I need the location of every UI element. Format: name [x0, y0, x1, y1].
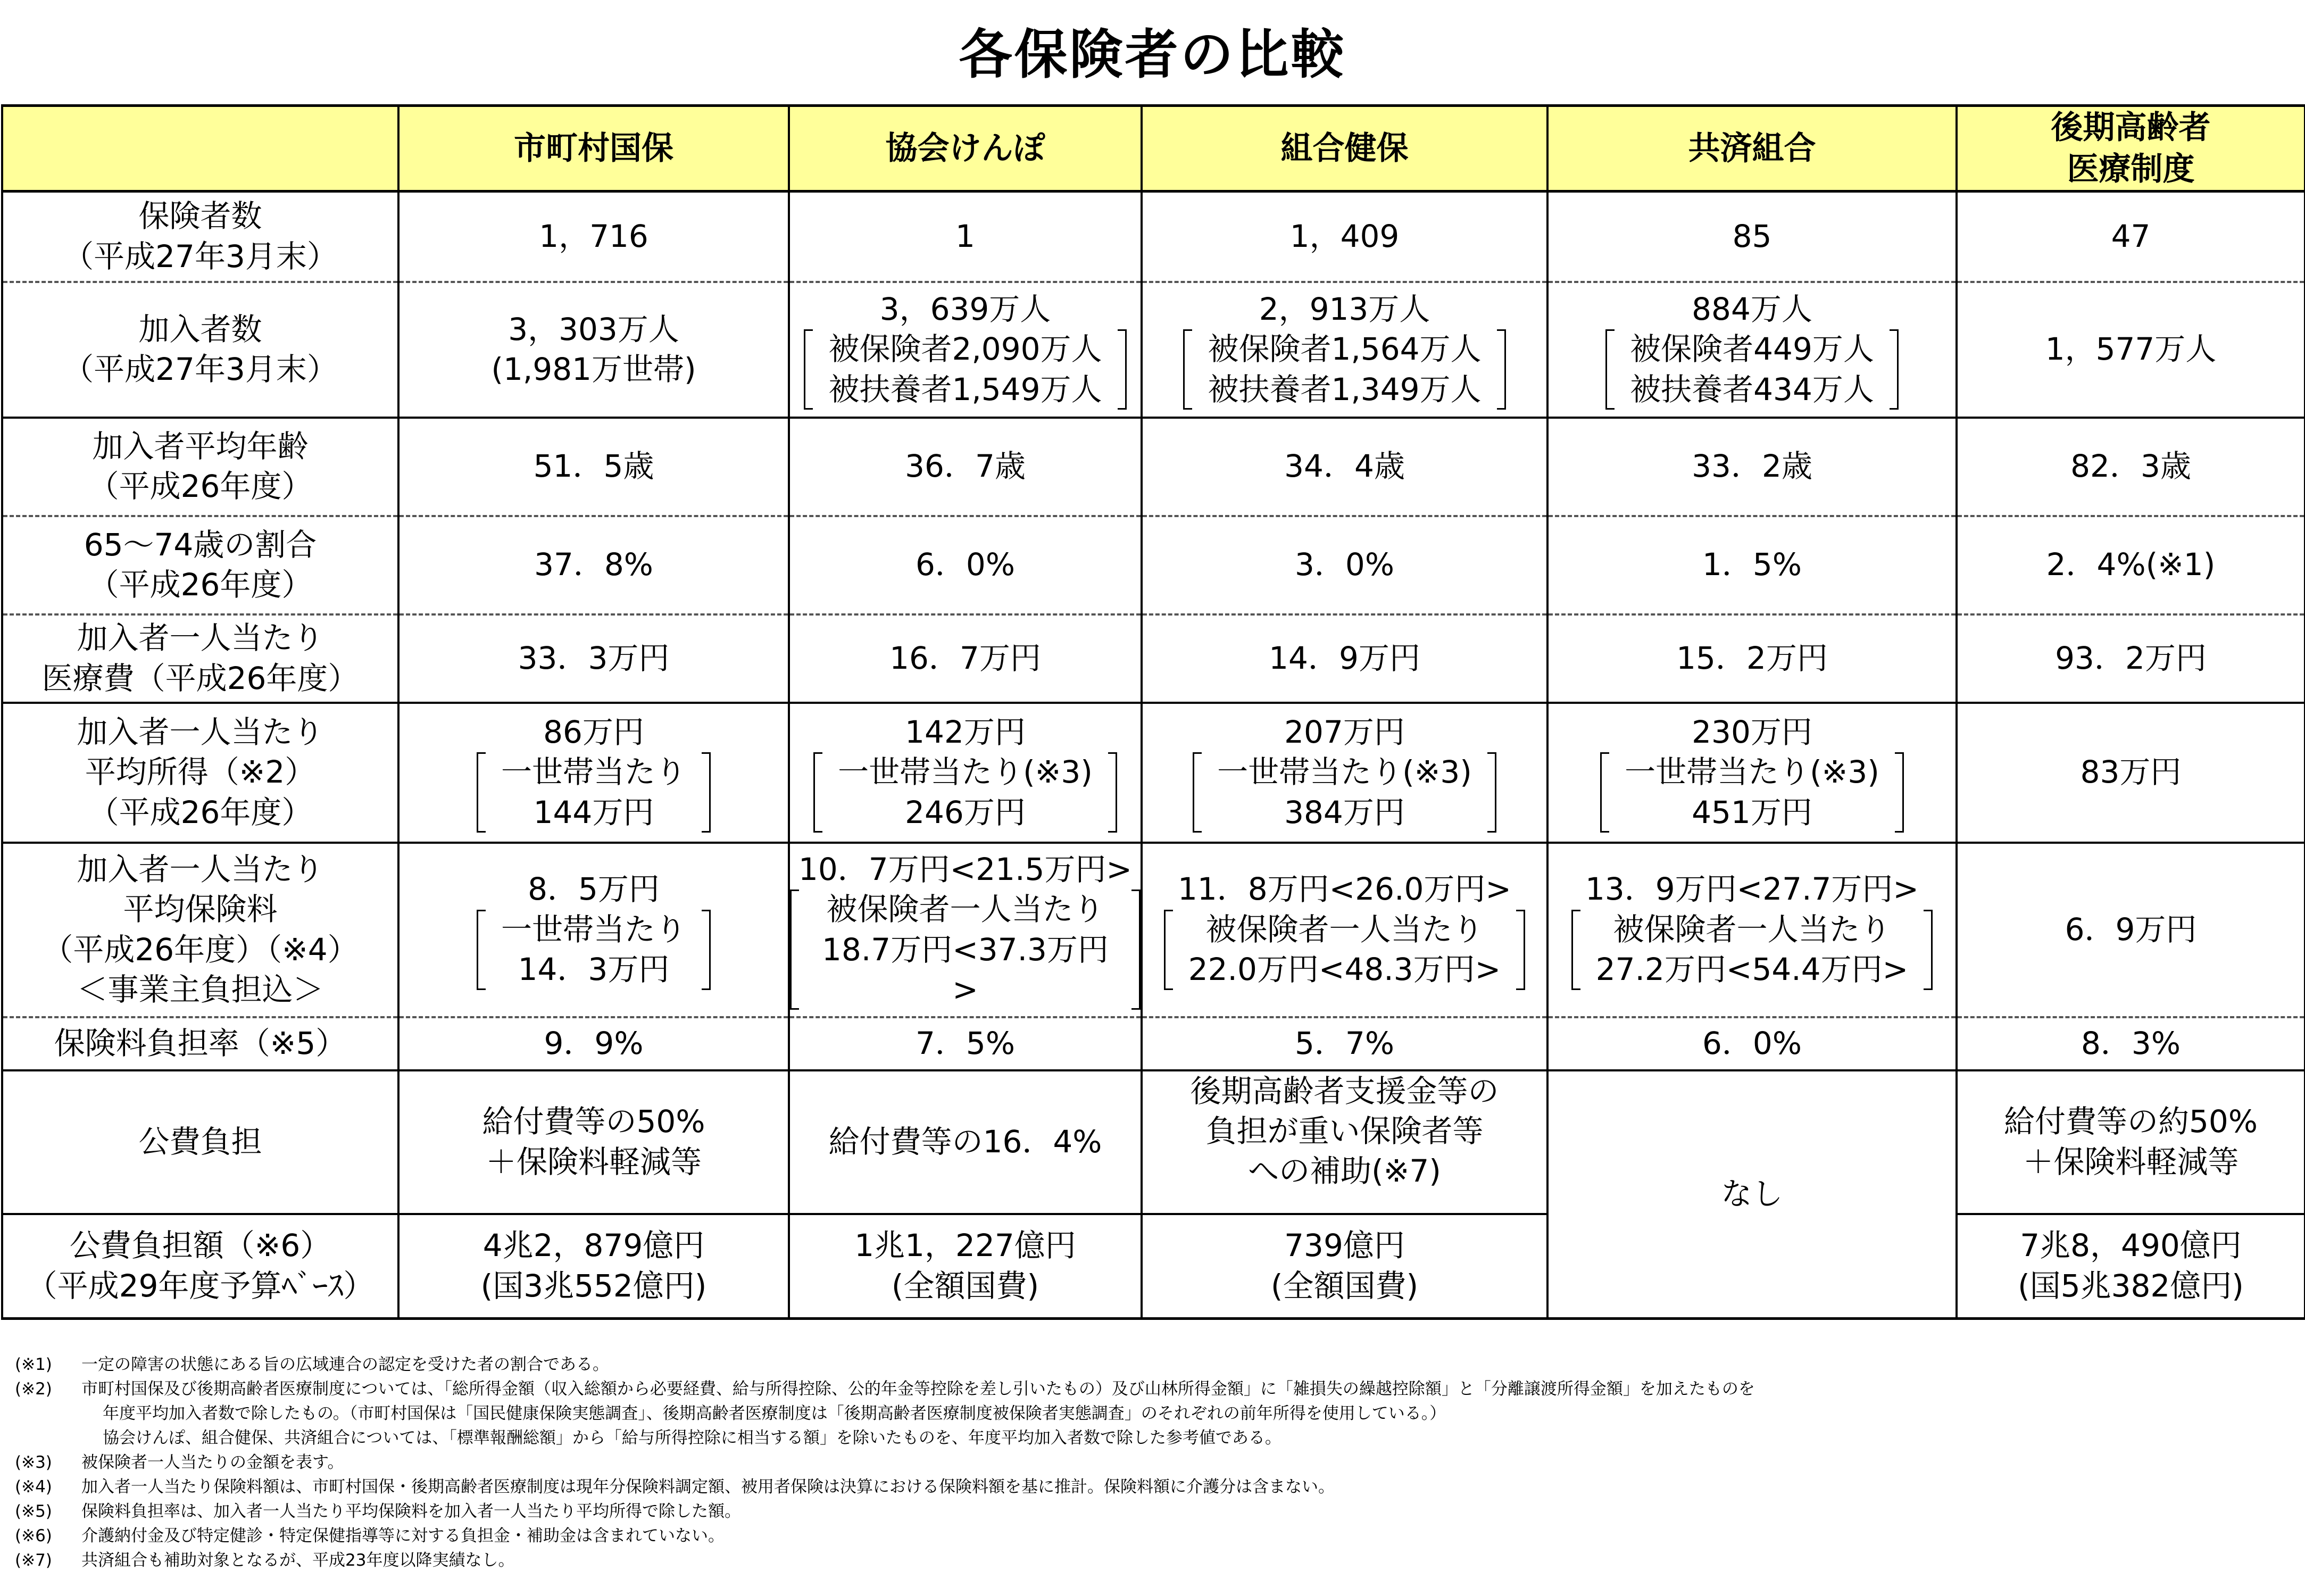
value-cell: [1547, 703, 1957, 843]
cell-value: 34．4歳: [1284, 448, 1405, 485]
row-label: [2, 843, 398, 1017]
column-header: [1547, 106, 1957, 192]
cell-value: 5．7%: [1295, 1025, 1394, 1061]
value-cell: [1957, 843, 2305, 1017]
footnote-mark: (※2): [15, 1379, 52, 1399]
cell-main-value: 142万円: [905, 713, 1026, 750]
cell-main-value: 10．7万円<21.5万円>: [798, 851, 1133, 887]
bracket-group: [1164, 910, 1525, 990]
value-cell: [1142, 614, 1547, 703]
bracket-line: 一世帯当たり: [501, 754, 686, 791]
cell-main-value: 884万人: [1692, 290, 1812, 327]
cell-value: 93．2万円: [2055, 639, 2207, 676]
footnote-mark: (※5): [15, 1502, 52, 1521]
bracket-group: [477, 910, 711, 990]
comparison-table: [1, 104, 2305, 1320]
column-header: [789, 106, 1142, 192]
bracket-line: 被保険者2,090万人: [828, 331, 1102, 368]
row-label-line: 65～74歳の割合: [84, 526, 317, 563]
column-header-line: 後期高齢者: [2051, 109, 2211, 146]
column-header: [1142, 106, 1547, 192]
row-member-count: [2, 282, 2305, 418]
footnote-text: 共済組合も補助対象となるが、平成23年度以降実績なし。: [81, 1551, 515, 1570]
row-label-line: 加入者一人当たり: [77, 851, 324, 887]
cell-line: 給付費等の50%: [482, 1103, 705, 1140]
cell-line: ＋保険料軽減等: [2023, 1143, 2239, 1180]
footnote-mark: (※3): [15, 1453, 52, 1472]
value-cell: [789, 703, 1142, 843]
cell-line: (国5兆382億円): [2018, 1267, 2244, 1304]
footnote-line: [15, 1475, 2292, 1499]
footnote-line: [15, 1524, 2292, 1548]
value-cell: [1957, 703, 2305, 843]
cell-value: 37．8%: [534, 546, 653, 583]
row-label: [2, 418, 398, 516]
cell-value: 1，716: [539, 218, 648, 255]
value-cell: [1547, 516, 1957, 614]
value-cell: [789, 843, 1142, 1017]
bracket-line: 被保険者一人当たり: [1205, 911, 1484, 947]
cell-main-value: 230万円: [1692, 713, 1812, 750]
bracket-line: 被扶養者1,549万人: [828, 371, 1102, 408]
value-cell: [1142, 1214, 1547, 1319]
bracket-line: 22.0万円<48.3万円>: [1188, 951, 1501, 988]
footnote-text: 一定の障害の状態にある旨の広域連合の認定を受けた者の割合である。: [81, 1355, 609, 1374]
row-label-line: （平成26年度）: [88, 468, 313, 504]
cell-line: なし: [1721, 1176, 1783, 1212]
footnote-line: [15, 1377, 2292, 1401]
value-cell: [398, 1214, 789, 1319]
cell-value: 85: [1732, 218, 1772, 255]
footnote-line: [15, 1499, 2292, 1524]
footnotes: [15, 1352, 2292, 1573]
bracket-group: [813, 752, 1117, 833]
value-cell: [398, 418, 789, 516]
cell-value: 33．2歳: [1692, 448, 1812, 485]
bracket-line: 246万円: [905, 794, 1026, 830]
row-average-premium: [2, 843, 2305, 1017]
cell-line: (全額国費): [1270, 1267, 1419, 1304]
cell-main-value: 13．9万円<27.7万円>: [1585, 871, 1919, 908]
value-cell: [398, 282, 789, 418]
cell-value: 6．0%: [1702, 1025, 1802, 1061]
value-cell: [789, 282, 1142, 418]
cell-value: 3．0%: [1295, 546, 1394, 583]
row-label: [2, 1070, 398, 1214]
value-cell: [1142, 516, 1547, 614]
bracket-line: 18.7万円<37.3万円>: [822, 931, 1109, 1008]
bracket-line: 被保険者一人当たり: [826, 891, 1104, 928]
value-cell: [398, 843, 789, 1017]
row-label: [2, 192, 398, 282]
bracket-line: 一世帯当たり(※3): [1625, 754, 1879, 791]
cell-main-value: 3，639万人: [879, 290, 1051, 327]
value-cell: [1547, 843, 1957, 1017]
row-label-line: （平成29年度予算ﾍﾞｰｽ）: [26, 1267, 375, 1304]
value-cell: [1142, 1070, 1547, 1214]
value-cell: [1547, 1070, 1957, 1319]
value-cell: [789, 418, 1142, 516]
row-label-line: 加入者数: [138, 311, 262, 347]
value-cell: [1547, 192, 1957, 282]
corner-cell: [2, 106, 398, 192]
bracket-line: 一世帯当たり: [501, 911, 686, 947]
cell-value: 1．5%: [1702, 546, 1802, 583]
value-cell: [1957, 516, 2305, 614]
row-label: [2, 516, 398, 614]
row-label-line: （平成26年度）（※4）: [42, 931, 359, 968]
value-cell: [789, 1017, 1142, 1070]
bracket-group: [1600, 752, 1904, 833]
cell-main-value: 83万円: [2080, 754, 2182, 791]
footnote-text: 年度平均加入者数で除したもの。（市町村国保は「国民健康保険実態調査」、後期高齢者医療制度は「後期高齢者医療制度被保険者実態調査」のそれぞれの前年所得を使用している。）: [103, 1404, 1446, 1423]
bracket-line: 一世帯当たり(※3): [838, 754, 1093, 791]
cell-sub-value: (1,981万世帯): [491, 351, 696, 387]
value-cell: [1957, 282, 2305, 418]
row-label-line: 公費負担: [138, 1123, 262, 1160]
bracket-group: [1193, 752, 1496, 833]
value-cell: [1957, 1214, 2305, 1319]
bracket-line: 被保険者1,564万人: [1208, 331, 1482, 368]
header-row: [2, 106, 2305, 192]
column-header: [1957, 106, 2305, 192]
row-premium-burden-rate: [2, 1017, 2305, 1070]
row-label-line: （平成26年度）: [88, 794, 313, 830]
bracket-line: 27.2万円<54.4万円>: [1595, 951, 1909, 988]
value-cell: [398, 516, 789, 614]
row-label-line: 平均保険料: [123, 891, 278, 928]
cell-value: 14．9万円: [1269, 639, 1420, 676]
value-cell: [1547, 1017, 1957, 1070]
row-label-line: （平成27年3月末）: [63, 238, 338, 275]
row-label-line: 加入者一人当たり: [77, 620, 324, 656]
value-cell: [398, 614, 789, 703]
cell-line: (全額国費): [891, 1267, 1039, 1304]
value-cell: [1142, 192, 1547, 282]
bracket-line: 451万円: [1692, 794, 1812, 830]
cell-value: 2．4%(※1): [2046, 546, 2216, 583]
value-cell: [398, 192, 789, 282]
footnote-mark: (※1): [15, 1355, 52, 1374]
value-cell: [1142, 1017, 1547, 1070]
footnote-mark: (※6): [15, 1526, 52, 1545]
cell-line: (国3兆552億円): [480, 1267, 707, 1304]
column-header-line: 市町村国保: [514, 130, 673, 167]
value-cell: [1142, 703, 1547, 843]
row-medical-cost: [2, 614, 2305, 703]
value-cell: [789, 614, 1142, 703]
value-cell: [789, 192, 1142, 282]
row-label-line: （平成26年度）: [88, 567, 313, 603]
bracket-group: [790, 890, 1141, 1010]
cell-line: 4兆2，879億円: [482, 1227, 705, 1264]
footnote-text: 加入者一人当たり保険料額は、市町村国保・後期高齢者医療制度は現年分保険料調定額、被用者保険は決算における保険料額を基に推計。保険料額に介護分は含まない。: [81, 1477, 1335, 1497]
cell-main-value: 2，913万人: [1259, 290, 1430, 327]
footnote-mark: (※4): [15, 1477, 52, 1497]
bracket-line: 被扶養者1,349万人: [1208, 371, 1482, 408]
column-header: [398, 106, 789, 192]
footnote-line: [15, 1401, 2292, 1426]
footnote-text: 介護納付金及び特定健診・特定保健指導等に対する負担金・補助金は含まれていない。: [81, 1526, 725, 1545]
bracket-line: 被保険者449万人: [1630, 331, 1874, 368]
bracket-group: [1605, 329, 1899, 410]
row-public-burden: [2, 1070, 2305, 1214]
cell-value: 9．9%: [544, 1025, 644, 1061]
cell-line: への補助(※7): [1248, 1153, 1441, 1190]
row-label: [2, 282, 398, 418]
cell-value: 16．7万円: [889, 639, 1041, 676]
row-label-line: 保険者数: [138, 198, 262, 235]
cell-main-value: 6．9万円: [2065, 911, 2197, 947]
page-title: 各保険者の比較: [959, 23, 1346, 86]
footnote-mark: (※7): [15, 1551, 52, 1570]
value-cell: [1142, 418, 1547, 516]
cell-value: 82．3歳: [2070, 448, 2191, 485]
cell-value: 7．5%: [916, 1025, 1015, 1061]
cell-line: 1兆1，227億円: [854, 1227, 1076, 1264]
value-cell: [1957, 614, 2305, 703]
value-cell: [1957, 1017, 2305, 1070]
bracket-group: [804, 329, 1126, 410]
bracket-line: 一世帯当たり(※3): [1217, 754, 1472, 791]
cell-value: 47: [2111, 218, 2151, 255]
column-header-line: 共済組合: [1688, 130, 1816, 167]
footnote-line: [15, 1548, 2292, 1573]
cell-main-value: 11．8万円<26.0万円>: [1177, 871, 1512, 908]
cell-main-value: 86万円: [543, 713, 644, 750]
row-label: [2, 1017, 398, 1070]
row-label-line: 保険料負担率（※5）: [54, 1025, 347, 1061]
cell-value: 1: [955, 218, 975, 255]
cell-main-value: 1，577万人: [2045, 331, 2217, 368]
value-cell: [1547, 614, 1957, 703]
cell-line: 負担が重い保険者等: [1205, 1112, 1484, 1149]
value-cell: [789, 1070, 1142, 1214]
value-cell: [398, 703, 789, 843]
column-header-line: 組合健保: [1280, 130, 1409, 167]
value-cell: [1547, 418, 1957, 516]
cell-line: 739億円: [1284, 1227, 1405, 1264]
row-label: [2, 1214, 398, 1319]
bracket-group: [1183, 329, 1505, 410]
column-header-line: 協会けんぽ: [885, 130, 1045, 167]
row-label-line: （平成27年3月末）: [63, 351, 338, 387]
bracket-line: 被保険者一人当たり: [1613, 911, 1891, 947]
row-ratio-65-74: [2, 516, 2305, 614]
row-label: [2, 614, 398, 703]
footnote-text: 被保険者一人当たりの金額を表す。: [81, 1453, 344, 1472]
bracket-group: [477, 752, 711, 833]
value-cell: [1957, 192, 2305, 282]
row-label: [2, 703, 398, 843]
cell-main-value: 8．5万円: [528, 871, 660, 908]
value-cell: [1957, 1070, 2305, 1214]
bracket-line: 14．3万円: [518, 951, 670, 988]
cell-value: 15．2万円: [1676, 639, 1828, 676]
row-average-age: [2, 418, 2305, 516]
cell-line: 後期高齢者支援金等の: [1190, 1073, 1499, 1109]
bracket-line: 384万円: [1284, 794, 1405, 830]
cell-value: 33．3万円: [518, 639, 670, 676]
cell-value: 1，409: [1289, 218, 1400, 255]
value-cell: [789, 1214, 1142, 1319]
row-label-line: 平均所得（※2）: [85, 754, 316, 791]
row-insurer-count: [2, 192, 2305, 282]
footnote-line: [15, 1426, 2292, 1450]
row-label-line: 加入者平均年齢: [92, 428, 309, 464]
row-label-line: 加入者一人当たり: [77, 713, 324, 750]
cell-line: 給付費等の16．4%: [828, 1123, 1102, 1160]
row-public-burden-amount: [2, 1214, 2305, 1319]
cell-value: 36．7歳: [905, 448, 1026, 485]
footnote-line: [15, 1450, 2292, 1475]
value-cell: [398, 1017, 789, 1070]
value-cell: [1957, 418, 2305, 516]
footnote-text: 保険料負担率は、加入者一人当たり平均保険料を加入者一人当たり平均所得で除した額。: [81, 1502, 741, 1521]
row-label-line: 公費負担額（※6）: [69, 1227, 331, 1264]
row-label-line: ＜事業主負担込＞: [77, 971, 324, 1008]
bracket-line: 144万円: [533, 794, 654, 830]
value-cell: [789, 516, 1142, 614]
cell-line: 給付費等の約50%: [2004, 1103, 2258, 1140]
cell-value: 51．5歳: [533, 448, 654, 485]
value-cell: [398, 1070, 789, 1214]
footnote-text: 市町村国保及び後期高齢者医療制度については、「総所得金額（収入総額から必要経費、給与所得控除、公的年金等控除を差し引いたもの）及び山林所得金額」に「雑損失の繰越控除額」と「分離譲渡所得金額」を加えたものを: [81, 1379, 1755, 1399]
bracket-group: [1571, 910, 1933, 990]
footnote-text: 協会けんぽ、組合健保、共済組合については、「標準報酬総額」から「給与所得控除に相当する額」を除いたものを、年度平均加入者数で除した参考値である。: [103, 1428, 1282, 1448]
cell-line: 7兆8，490億円: [2020, 1227, 2242, 1264]
value-cell: [1547, 282, 1957, 418]
column-header-line: 医療制度: [2067, 151, 2195, 188]
footnote-line: [15, 1352, 2292, 1377]
cell-line: ＋保険料軽減等: [485, 1143, 702, 1180]
row-label-line: 医療費（平成26年度）: [41, 660, 359, 696]
cell-value: 6．0%: [916, 546, 1015, 583]
value-cell: [1142, 282, 1547, 418]
row-average-income: [2, 703, 2305, 843]
cell-value: 8．3%: [2081, 1025, 2181, 1061]
bracket-line: 被扶養者434万人: [1630, 371, 1874, 408]
value-cell: [1142, 843, 1547, 1017]
cell-main-value: 3，303万人: [508, 311, 679, 347]
cell-main-value: 207万円: [1284, 713, 1405, 750]
